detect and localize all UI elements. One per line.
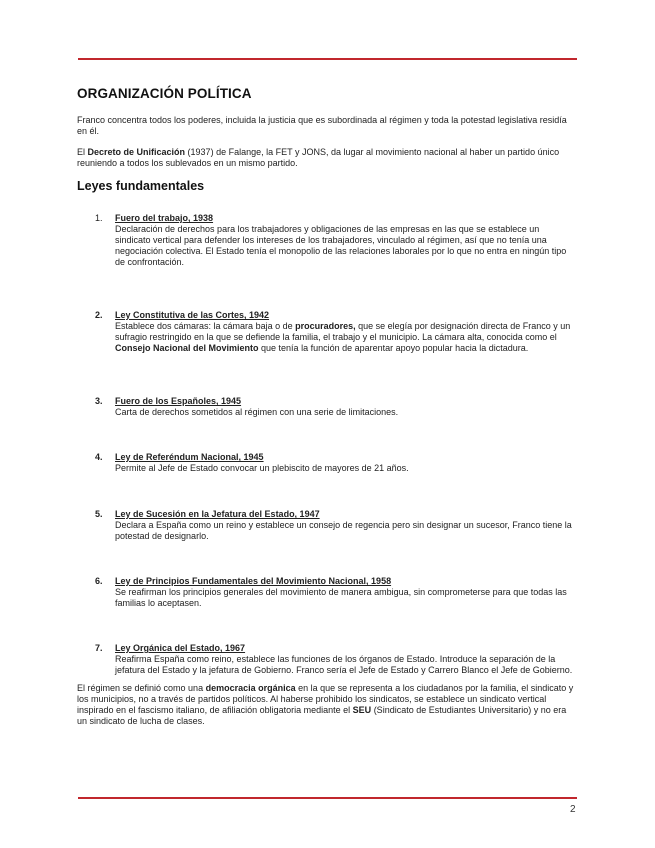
decreto-pre: El [77, 147, 88, 157]
intro-paragraph: Franco concentra todos los poderes, incluida la justicia que es subordinada al régimen y toda la potestad legislativa residía en él. [77, 115, 567, 136]
decreto-post: (1937) de Falange, la FET y JONS, da lugar al movimiento nacional al haber un partido único reuniendo a todos los sublevados en un mismo partido. [77, 147, 560, 168]
law-description: Permite al Jefe de Estado convocar un plebiscito de mayores de 21 años. [115, 463, 409, 473]
closing-bold: SEU [352, 705, 372, 715]
law-number: 6. [95, 576, 103, 586]
law-desc-bold: Consejo Nacional del Movimiento [115, 343, 259, 353]
law-number: 7. [95, 643, 103, 653]
law-item-3 [77, 396, 577, 418]
law-number: 5. [95, 509, 103, 519]
law-title: Ley Orgánica del Estado, 1967 [115, 643, 246, 653]
law-description [115, 321, 577, 354]
law-title: Fuero de los Españoles, 1945 [115, 396, 242, 406]
decreto-paragraph [77, 147, 577, 169]
page-content [77, 86, 577, 737]
closing-part: (Sindicato de Estudiantes Universitario) y no era un sindicato de lucha de clases. [77, 705, 567, 726]
footer-rule [78, 797, 577, 799]
page-number: 2 [570, 804, 576, 815]
law-description: Se reafirman los principios generales del movimiento de manera ambigua, sin comprometerse para que todas las familias lo aceptasen. [115, 587, 567, 608]
law-desc-part: Establece dos cámaras: la cámara baja o de [115, 321, 296, 331]
law-title: Ley de Principios Fundamentales del Movimiento Nacional, 1958 [115, 576, 392, 586]
page-title: ORGANIZACIÓN POLÍTICA [77, 86, 252, 101]
section-title: Leyes fundamentales [77, 179, 205, 193]
laws-list [77, 213, 577, 676]
law-number: 1. [95, 213, 103, 223]
closing-bold: democracia orgánica [205, 683, 296, 693]
law-desc-bold: procuradores, [295, 321, 356, 331]
law-title: Ley Constitutiva de las Cortes, 1942 [115, 310, 270, 320]
law-item-7 [77, 643, 577, 676]
law-desc-part: que se elegía por designación directa de Franco y un sufragio restringido en la que se defiende la familia, el trabajo y el municipio. La cámara alta, conocida como el [115, 321, 571, 342]
closing-part: en la que se representa a los ciudadanos por la familia, el sindicato y los municipios, no a través de partidos políticos. Al haberse prohibido los sindicatos, se establece un sindicato vertical inspirado en el fascismo italiano, de afiliación obligatoria mediante el [77, 683, 574, 715]
law-number: 3. [95, 396, 103, 406]
law-number: 2. [95, 310, 103, 320]
law-description: Declara a España como un reino y establece un consejo de regencia pero sin designar un sucesor, Franco tiene la potestad de designarlo. [115, 520, 572, 541]
law-title: Ley de Sucesión en la Jefatura del Estado, 1947 [115, 509, 320, 519]
law-description: Declaración de derechos para los trabajadores y obligaciones de las empresas en las que se establece un sindicato vertical para defender los intereses de los trabajadores, vinculado al régimen, así que no tenía una negociación colectiva. El Estado tenía el monopolio de las relaciones laborales por lo que no entra en ningún tipo de confrontación. [115, 224, 567, 267]
header-rule [78, 58, 577, 60]
law-description: Carta de derechos sometidos al régimen con una serie de limitaciones. [115, 407, 399, 417]
law-item-2 [77, 310, 577, 354]
law-item-5 [77, 509, 577, 542]
law-item-6 [77, 576, 577, 609]
law-title: Fuero del trabajo, 1938 [115, 213, 214, 223]
law-desc-part: que tenía la función de aparentar apoyo popular hacia la dictadura. [258, 343, 529, 353]
law-title: Ley de Referéndum Nacional, 1945 [115, 452, 264, 462]
law-number: 4. [95, 452, 103, 462]
law-item-1 [77, 213, 577, 268]
law-description: Reafirma España como reino, establece las funciones de los órganos de Estado. Introduce la separación de la jefatura del Estado y la jefatura de Gobierno. Franco sería el Jefe de Estado y Carrero Blanco el Jefe de Gobierno. [115, 654, 573, 675]
closing-paragraph [77, 683, 577, 727]
decreto-bold: Decreto de Unificación [87, 147, 186, 157]
closing-part: El régimen se definió como una [77, 683, 206, 693]
law-item-4 [77, 452, 577, 474]
